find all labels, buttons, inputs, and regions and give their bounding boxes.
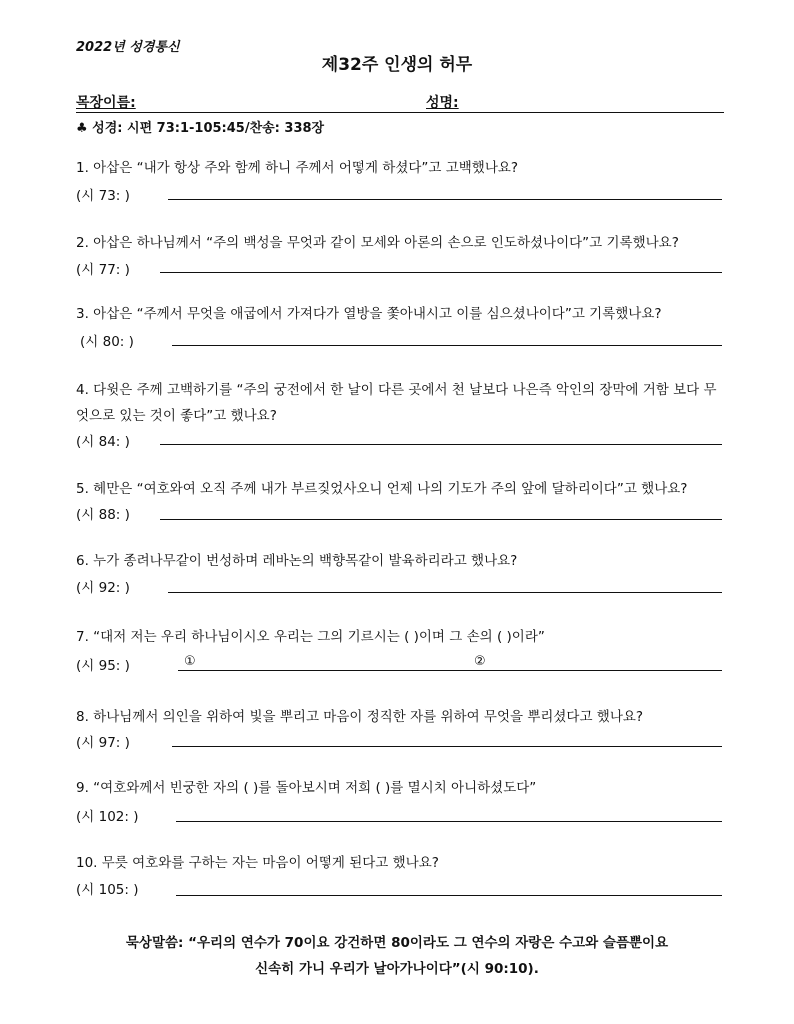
meditation-verse: [0, 930, 794, 982]
question-5: 5. 헤만은 “여호와여 오직 주께 내가 부르짖었사오니 언제 나의 기도가 주의 앞에 달하리이다”고 했나요?: [76, 481, 688, 497]
name-row: [76, 92, 724, 113]
question-10: 10. 무릇 여호와를 구하는 자는 마음이 어떻게 된다고 했나요?: [76, 855, 439, 871]
reference-5: (시 88: ): [76, 507, 130, 523]
question-8: 8. 하나님께서 의인을 위하여 빛을 뿌리고 마음이 정직한 자를 위하여 무엇을 뿌리셨다고 했나요?: [76, 709, 644, 725]
answer-line-2[interactable]: [160, 272, 722, 273]
reference-9: (시 102: ): [76, 809, 139, 825]
corner-label: 2022년 성경통신: [76, 40, 180, 55]
page-title: 제32주 인생의 허무: [321, 55, 473, 75]
reference-7: (시 95: ): [76, 658, 130, 674]
leader-label: 목장이름:: [76, 95, 136, 111]
name-label: 성명:: [426, 95, 459, 111]
question-7: 7. “대저 저는 우리 하나님이시오 우리는 그의 기르시는 ( )이며 그 손의 ( )이라”: [76, 629, 545, 645]
answer-line-1[interactable]: [168, 199, 722, 200]
meditation-line-1: 묵상말씀: “우리의 연수가 70이요 강건하면 80이라도 그 연수의 자랑은 수고와 슬픔뿐이요: [125, 935, 669, 951]
answer-line-9[interactable]: [176, 821, 722, 822]
reference-10: (시 105: ): [76, 882, 139, 898]
answer-line-5[interactable]: [160, 519, 722, 520]
reference-8: (시 97: ): [76, 735, 130, 751]
answer-line-4[interactable]: [160, 444, 722, 445]
question-6: 6. 누가 종려나무같이 번성하며 레바논의 백향목같이 발육하리라고 했나요?: [76, 553, 518, 569]
scripture-line: ♣ 성경: 시편 73:1-105:45/찬송: 338장: [76, 121, 325, 136]
question-4: 4. 다윗은 주께 고백하기를 “주의 궁전에서 한 날이 다른 곳에서 천 날보다 나은즉 악인의 장막에 거함 보다 무엇으로 있는 것이 좋다”고 했나요?: [76, 382, 717, 424]
reference-4: (시 84: ): [76, 434, 130, 450]
answer-line-8[interactable]: [172, 746, 722, 747]
answer-line-7[interactable]: [178, 670, 722, 671]
reference-1: (시 73: ): [76, 188, 130, 204]
answer-line-3[interactable]: [172, 345, 722, 346]
answer-line-10[interactable]: [176, 895, 722, 896]
blank-marker-1: ①: [184, 654, 196, 669]
meditation-line-2: 신속히 가니 우리가 날아가나이다”(시 90:10).: [255, 961, 539, 977]
question-1: 1. 아삽은 “내가 항상 주와 함께 하니 주께서 어떻게 하셨다”고 고백했나요?: [76, 160, 519, 176]
blank-marker-2: ②: [474, 654, 486, 669]
reference-2: (시 77: ): [76, 262, 130, 278]
reference-6: (시 92: ): [76, 580, 130, 596]
question-9: 9. “여호와께서 빈궁한 자의 ( )를 돌아보시며 저희 ( )를 멸시치 아니하셨도다”: [76, 780, 537, 796]
question-3: 3. 아삽은 “주께서 무엇을 애굽에서 가져다가 열방을 쫓아내시고 이를 심으셨나이다”고 기록했나요?: [76, 306, 662, 322]
answer-line-6[interactable]: [168, 592, 722, 593]
question-2: 2. 아삽은 하나님께서 “주의 백성을 무엇과 같이 모세와 아론의 손으로 인도하셨나이다”고 기록했나요?: [76, 235, 679, 251]
reference-3: (시 80: ): [80, 334, 134, 350]
